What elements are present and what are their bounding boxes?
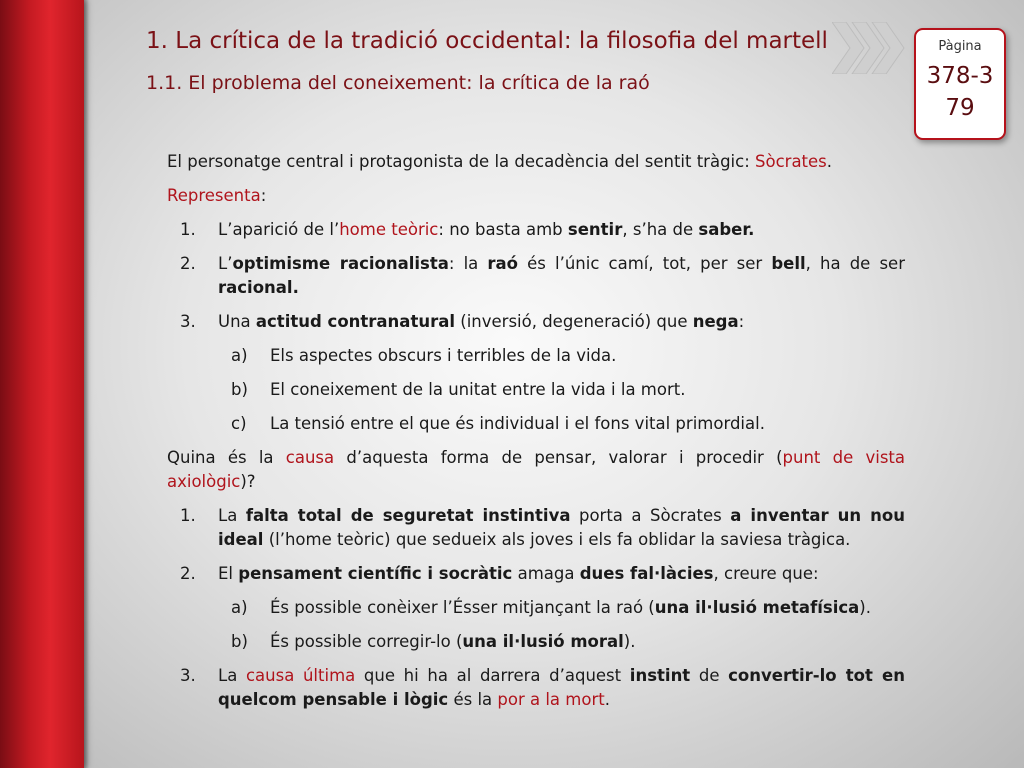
page-label: Pàgina — [938, 39, 982, 54]
sub-list-item — [167, 412, 905, 436]
text-span: . — [826, 152, 833, 171]
list-number: 2. — [180, 254, 196, 273]
text-span: . — [604, 690, 610, 709]
text-span: )? — [240, 472, 256, 491]
sub-list-item — [167, 344, 905, 368]
text-span: , ha de ser — [805, 254, 905, 273]
list-letter: a) — [231, 598, 248, 617]
text-span: L’aparició de l’ — [218, 220, 340, 239]
text-span: : — [738, 312, 745, 331]
text-span: (l’home teòric) que sedueix als joves i els fa oblidar la saviesa tràgica. — [263, 530, 851, 549]
text-span: de — [690, 666, 729, 685]
text-span: ). — [859, 598, 871, 617]
highlight-text: punt de vista axiològic — [167, 448, 906, 491]
text-span: És possible corregir-lo ( — [270, 632, 463, 651]
list-item — [167, 664, 905, 712]
page-number: 378-379 — [926, 63, 994, 121]
sub-list-item — [167, 630, 905, 654]
bold-text: saber. — [698, 220, 755, 239]
slide-content — [167, 150, 905, 722]
bold-text: convertir-lo tot en quelcom pensable i lògic — [218, 666, 905, 709]
text-span: És possible conèixer l’Ésser mitjançant la raó ( — [270, 598, 655, 617]
bold-text: pensament científic i socràtic — [238, 564, 513, 583]
bold-text: raó — [487, 254, 518, 273]
highlight-text: causa última — [245, 666, 356, 685]
list-number: 1. — [180, 506, 196, 525]
page-subtitle: 1.1. El problema del coneixement: la crítica de la raó — [146, 72, 650, 94]
list-letter: c) — [231, 414, 247, 433]
list-number: 3. — [180, 312, 196, 331]
text-span: El coneixement de la unitat entre la vida i la mort. — [270, 380, 686, 399]
text-span: , creure que: — [713, 564, 819, 583]
text-span: La — [218, 666, 246, 685]
bold-text: una il·lusió metafísica — [654, 598, 860, 617]
list-item — [167, 218, 905, 242]
list-letter: a) — [231, 346, 248, 365]
text-span: La — [218, 506, 246, 525]
bold-text: una il·lusió moral — [462, 632, 624, 651]
bold-text: sentir — [567, 220, 623, 239]
text-span: , s’ha de — [622, 220, 699, 239]
text-span: porta a Sòcrates — [570, 506, 731, 525]
red-sidebar — [0, 0, 84, 768]
list-number: 2. — [180, 564, 196, 583]
bold-text: instint — [629, 666, 691, 685]
text-span: (inversió, degeneració) que — [455, 312, 693, 331]
text-span: Quina és la — [167, 448, 286, 467]
text-span: Els aspectes obscurs i terribles de la vida. — [270, 346, 617, 365]
bold-text: optimisme racionalista — [232, 254, 449, 273]
bold-text: racional. — [218, 278, 299, 297]
list-item — [167, 504, 905, 552]
page-title: 1. La crítica de la tradició occidental: la filosofia del martell — [146, 28, 828, 54]
text-span: : la — [448, 254, 488, 273]
sub-list-item — [167, 378, 905, 402]
text-span: ). — [623, 632, 636, 651]
text-span: d’aquesta forma de pensar, valorar i procedir ( — [334, 448, 783, 467]
bold-text: dues fal·làcies — [579, 564, 714, 583]
list-number: 3. — [180, 666, 196, 685]
page-reference-box — [914, 28, 1006, 140]
text-span: Una — [218, 312, 256, 331]
bold-text: bell — [771, 254, 806, 273]
list-item — [167, 562, 905, 586]
text-span: és la — [448, 690, 498, 709]
represents-label: Representa — [167, 186, 261, 205]
chevrons-right-icon — [832, 22, 910, 74]
list-letter: b) — [231, 632, 248, 651]
bold-text: falta total de seguretat instintiva — [245, 506, 571, 525]
highlight-socrates: Sòcrates — [755, 152, 827, 171]
list-item — [167, 310, 905, 334]
text-span: L’ — [218, 254, 233, 273]
text-span: : — [260, 186, 267, 205]
intro-paragraph — [167, 150, 905, 174]
highlight-text: causa — [285, 448, 335, 467]
text-span: : no basta amb — [438, 220, 568, 239]
text-span: El personatge central i protagonista de la decadència del sentit tràgic: — [167, 152, 756, 171]
text-span: El — [218, 564, 239, 583]
bold-text: actitud contranatural — [255, 312, 456, 331]
list-letter: b) — [231, 380, 248, 399]
represents-heading — [167, 184, 905, 208]
text-span: amaga — [512, 564, 580, 583]
text-span: La tensió entre el que és individual i el fons vital primordial. — [270, 414, 765, 433]
text-span: que hi ha al darrera d’aquest — [355, 666, 630, 685]
highlight-text: por a la mort — [497, 690, 605, 709]
sub-list-item — [167, 596, 905, 620]
list-number: 1. — [180, 220, 196, 239]
text-span: és l’únic camí, tot, per ser — [518, 254, 772, 273]
bold-text: a inventar un nou ideal — [218, 506, 905, 549]
bold-text: nega — [692, 312, 739, 331]
list-item — [167, 252, 905, 300]
question-paragraph — [167, 446, 905, 494]
highlight-text: home teòric — [339, 220, 439, 239]
